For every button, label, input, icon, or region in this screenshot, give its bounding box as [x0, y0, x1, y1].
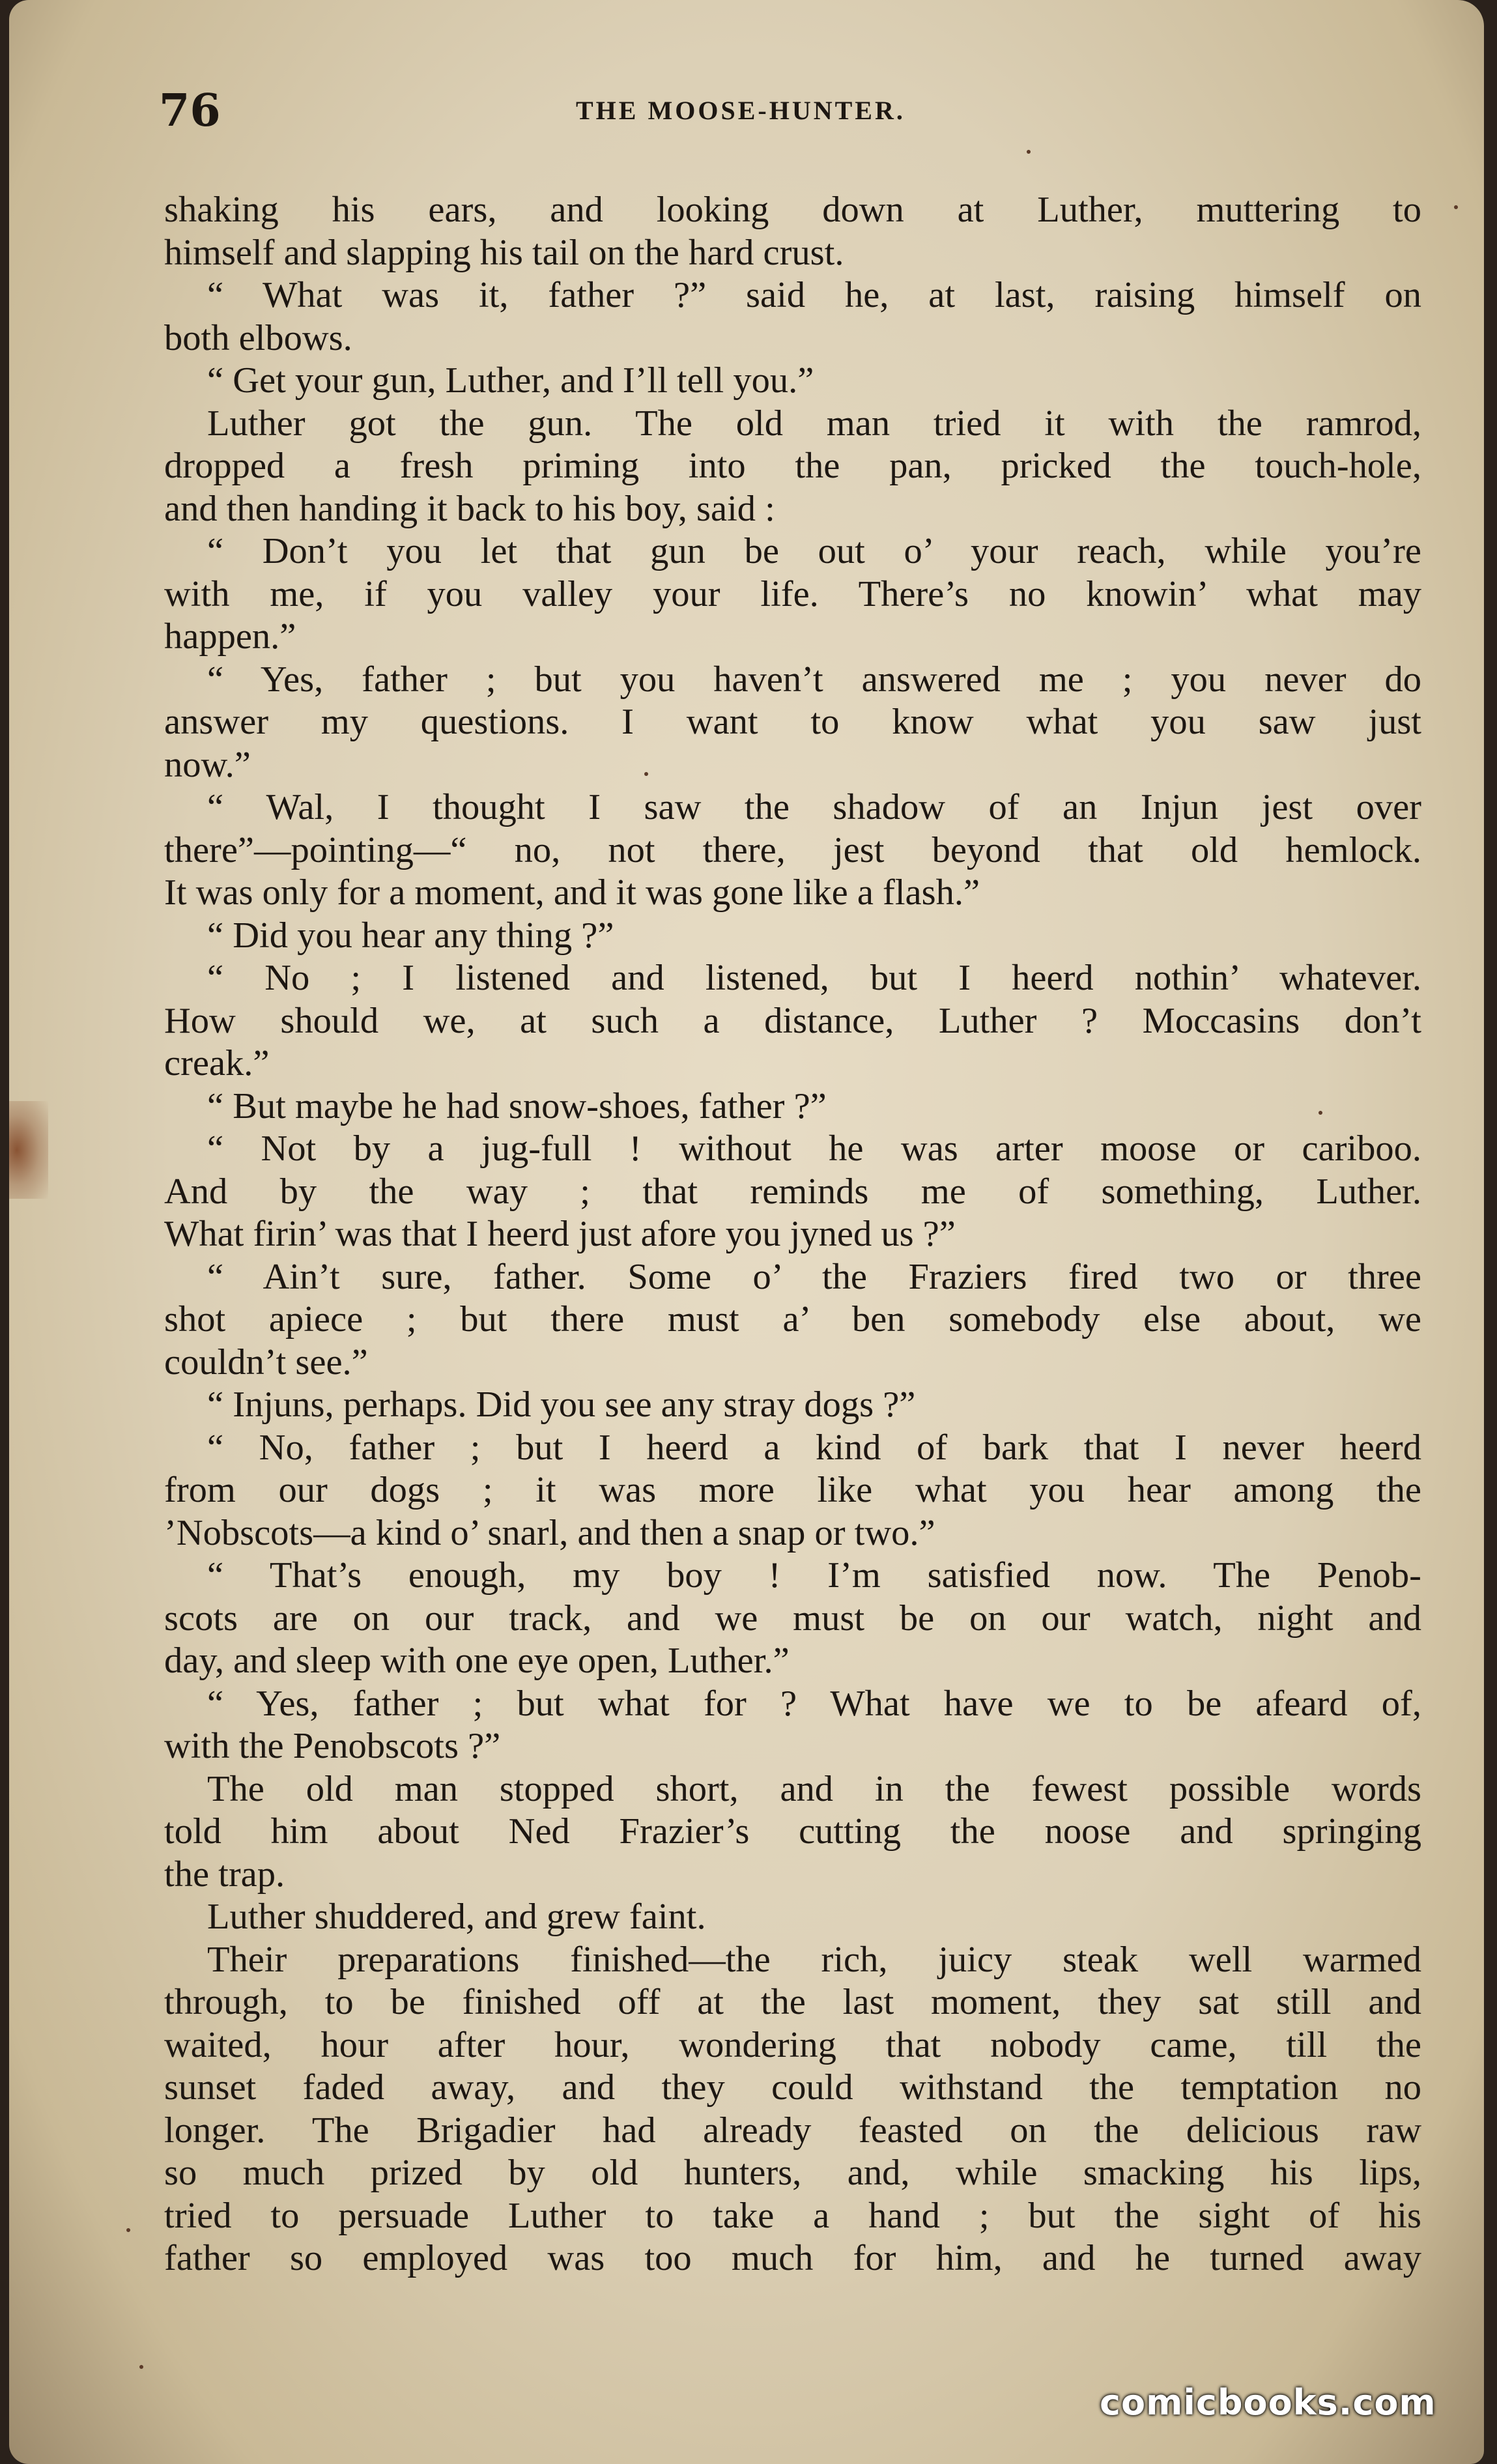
text-line: “ Ain’t sure, father. Some o’ the Fraziers fired two or three [207, 1256, 1421, 1297]
text-line: And by the way ; that reminds me of something, Luther. [164, 1171, 1421, 1212]
text-line: “ Did you hear any thing ?” [207, 915, 614, 956]
text-line: answer my questions. I want to know what you saw just [164, 702, 1421, 742]
book-page [9, 0, 1484, 2464]
text-line: father so employed was too much for him, and he turned away [164, 2238, 1421, 2278]
text-line: creak.” [164, 1043, 270, 1083]
text-line: happen.” [164, 616, 296, 657]
text-line: “ Not by a jug-full ! without he was arter moose or cariboo. [207, 1128, 1421, 1169]
text-line: Luther shuddered, and grew faint. [207, 1897, 706, 1937]
text-line: Luther got the gun. The old man tried it with the ramrod, [207, 403, 1421, 444]
text-line: and then handing it back to his boy, said : [164, 488, 775, 529]
text-line: with me, if you valley your life. There’s no knowin’ what may [164, 573, 1421, 614]
text-line: “ Injuns, perhaps. Did you see any stray dogs ?” [207, 1384, 916, 1425]
body-text [164, 189, 1421, 2280]
text-line: through, to be finished off at the last moment, they sat still and [164, 1982, 1421, 2022]
text-line: couldn’t see.” [164, 1341, 368, 1382]
text-line: It was only for a moment, and it was gone like a flash.” [164, 872, 980, 913]
text-line: shaking his ears, and looking down at Luther, muttering to [164, 190, 1421, 230]
text-line: shot apiece ; but there must a’ ben somebody else about, we [164, 1299, 1421, 1339]
text-line: himself and slapping his tail on the hard crust. [164, 232, 844, 273]
text-line: day, and sleep with one eye open, Luther.” [164, 1640, 790, 1681]
text-line: ’Nobscots—a kind o’ snarl, and then a snap or two.” [164, 1512, 935, 1553]
text-line: now.” [164, 744, 251, 785]
text-line: dropped a fresh priming into the pan, pricked the touch-hole, [164, 446, 1421, 486]
text-line: How should we, at such a distance, Luther ? Moccasins don’t [164, 1000, 1421, 1041]
watermark: comicbooks.com [1100, 2382, 1436, 2423]
text-line: so much prized by old hunters, and, while smacking his lips, [164, 2153, 1421, 2193]
text-line: “ Don’t you let that gun be out o’ your reach, while you’re [207, 531, 1421, 571]
text-line: both elbows. [164, 317, 352, 358]
text-line: “ What was it, father ?” said he, at last, raising himself on [207, 275, 1421, 315]
running-title: THE MOOSE-HUNTER. [576, 96, 905, 125]
text-line: “ No, father ; but I heerd a kind of bark that I never heerd [207, 1427, 1421, 1468]
text-line: “ Yes, father ; but what for ? What have we to be afeard of, [207, 1683, 1421, 1724]
text-line: told him about Ned Frazier’s cutting the noose and springing [164, 1811, 1421, 1852]
text-line: the trap. [164, 1854, 285, 1895]
text-line: Their preparations finished—the rich, juicy steak well warmed [207, 1939, 1421, 1980]
text-line: “ Yes, father ; but you haven’t answered me ; you never do [207, 659, 1421, 700]
text-line: “ Get your gun, Luther, and I’ll tell you.” [207, 360, 814, 401]
text-line: tried to persuade Luther to take a hand ; but the sight of his [164, 2195, 1421, 2236]
text-line: waited, hour after hour, wondering that nobody came, till the [164, 2024, 1421, 2065]
text-line: What firin’ was that I heerd just afore you jyned us ?” [164, 1214, 956, 1254]
text-line: longer. The Brigadier had already feasted on the delicious raw [164, 2110, 1421, 2151]
page-number: 76 [159, 85, 221, 137]
text-line: “ No ; I listened and listened, but I heerd nothin’ whatever. [207, 958, 1421, 998]
text-line: “ Wal, I thought I saw the shadow of an Injun jest over [207, 787, 1421, 827]
text-line: “ But maybe he had snow-shoes, father ?” [207, 1085, 827, 1126]
paper-stain [9, 1101, 48, 1199]
text-line: scots are on our track, and we must be on our watch, night and [164, 1597, 1421, 1639]
text-line: from our dogs ; it was more like what you hear among the [164, 1470, 1421, 1510]
text-line: “ That’s enough, my boy ! I’m satisfied now. The Penob- [207, 1555, 1421, 1596]
text-line: sunset faded away, and they could withstand the temptation no [164, 2067, 1421, 2108]
text-line: The old man stopped short, and in the fewest possible words [207, 1768, 1421, 1809]
text-line: there”—pointing—“ no, not there, jest beyond that old hemlock. [164, 829, 1421, 870]
text-line: with the Penobscots ?” [164, 1726, 501, 1766]
page-header [159, 85, 1305, 143]
